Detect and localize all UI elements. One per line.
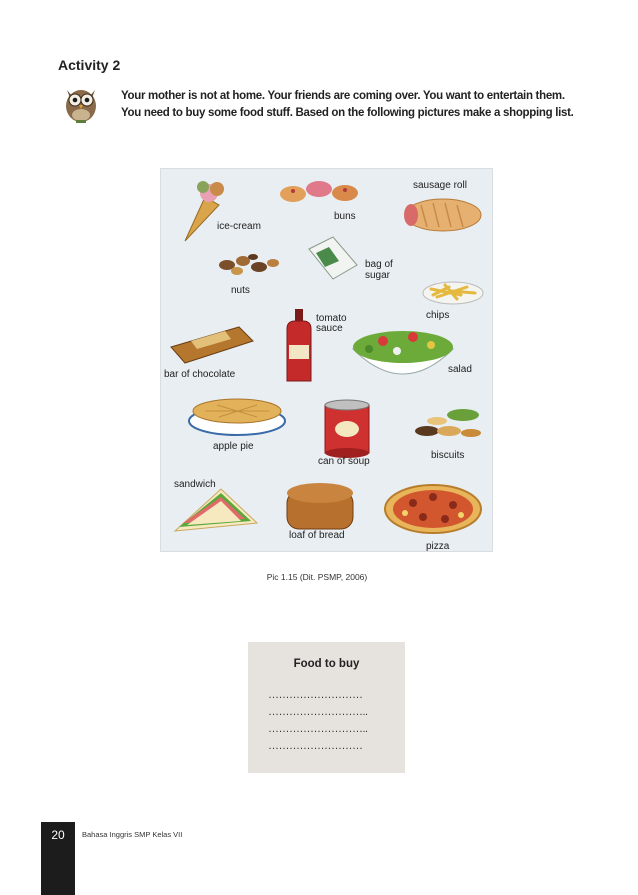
footer-book-title: Bahasa Inggris SMP Kelas VII xyxy=(82,830,183,839)
tomato-sauce-image xyxy=(287,309,311,381)
label-bag-of-sugar-line1: bag of xyxy=(365,259,393,270)
label-salad: salad xyxy=(448,364,472,375)
label-can-of-soup: can of soup xyxy=(318,456,370,467)
biscuits-image xyxy=(415,409,481,437)
owl-icon xyxy=(62,82,100,124)
label-buns: buns xyxy=(334,211,356,222)
bar-of-chocolate-image xyxy=(171,327,253,363)
label-chips: chips xyxy=(426,310,450,321)
shopping-list-line-4[interactable]: ……………………… xyxy=(268,740,363,752)
label-apple-pie: apple pie xyxy=(213,441,254,452)
label-biscuits: biscuits xyxy=(431,450,465,461)
food-picture xyxy=(160,168,493,552)
label-ice-cream: ice-cream xyxy=(217,221,261,232)
bag-of-sugar-image xyxy=(309,237,357,279)
ice-cream-image xyxy=(185,181,224,241)
pizza-image xyxy=(385,485,481,533)
shopping-list-line-2[interactable]: ……………………….. xyxy=(268,706,368,718)
label-bar-of-chocolate: bar of chocolate xyxy=(164,369,236,380)
salad-image xyxy=(353,331,453,374)
sandwich-image xyxy=(175,489,257,531)
label-pizza: pizza xyxy=(426,541,450,552)
chips-image xyxy=(423,282,483,304)
apple-pie-image xyxy=(189,399,285,435)
activity-title: Activity 2 xyxy=(58,57,121,73)
nuts-image xyxy=(219,254,279,275)
food-illustrations xyxy=(161,169,493,552)
page-number: 20 xyxy=(51,828,65,842)
label-nuts: nuts xyxy=(231,285,250,296)
sausage-roll-image xyxy=(404,199,481,231)
shopping-list-box xyxy=(248,642,405,773)
label-sandwich: sandwich xyxy=(174,479,216,490)
shopping-list-line-3[interactable]: ……………………….. xyxy=(268,723,368,735)
label-loaf-of-bread: loaf of bread xyxy=(289,530,345,541)
activity-instructions: Your mother is not at home. Your friends are coming over. You want to entertain them. You need to buy some food stuff. Based on the following pictures make a shopping list. xyxy=(121,90,574,119)
loaf-of-bread-image xyxy=(287,483,353,529)
shopping-list-line-1[interactable]: ……………………… xyxy=(268,689,363,701)
buns-image xyxy=(280,181,358,202)
label-tomato-sauce-line2: sauce xyxy=(316,323,343,334)
shopping-list-title: Food to buy xyxy=(293,658,360,670)
picture-caption xyxy=(0,572,638,582)
can-of-soup-image xyxy=(325,400,369,458)
label-bag-of-sugar-line2: sugar xyxy=(365,270,391,281)
label-tomato-sauce-line1: tomato xyxy=(316,313,347,324)
label-sausage-roll: sausage roll xyxy=(413,180,467,191)
picture-caption-text: Pic 1.15 (Dit. PSMP, 2006) xyxy=(266,572,368,582)
